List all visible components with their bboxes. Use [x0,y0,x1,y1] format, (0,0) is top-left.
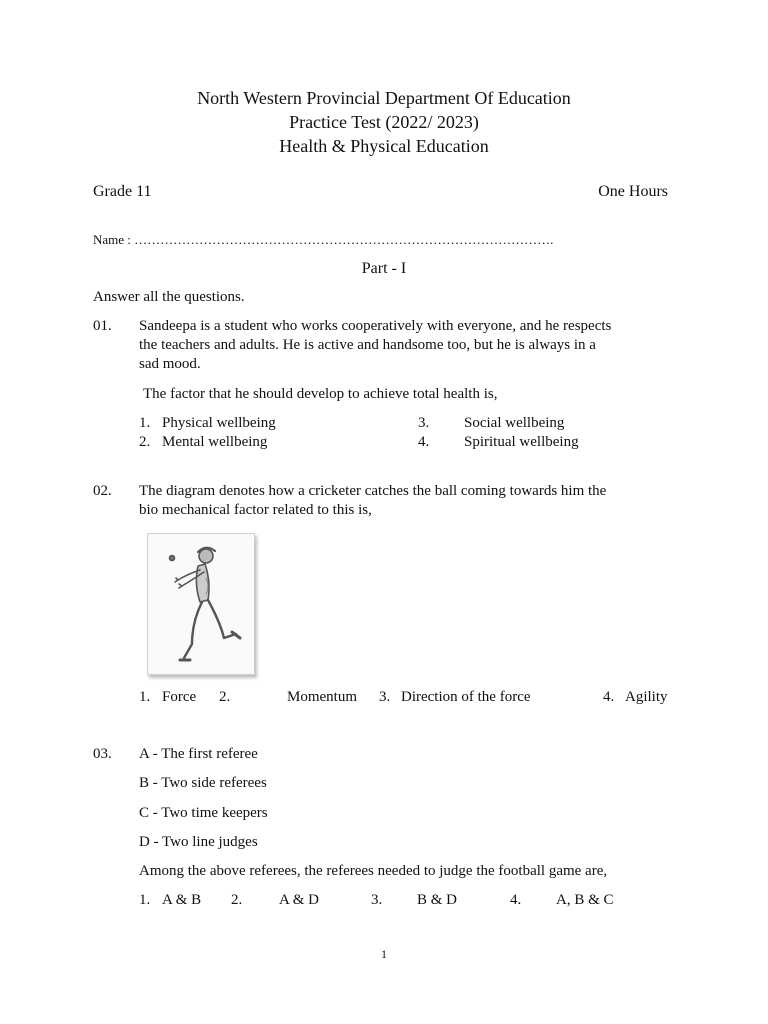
question-text-line: sad mood. [139,356,201,372]
option-number: 2. [219,689,231,705]
option-mental-wellbeing: Mental wellbeing [162,434,268,450]
option-spiritual-wellbeing: Spiritual wellbeing [464,434,579,450]
option-momentum: Momentum [287,689,357,705]
cricketer-catching-illustration [147,533,255,675]
part-title: Part - I [361,260,407,277]
option-a-b-and-c: A, B & C [556,892,614,908]
option-number: 4. [510,892,522,908]
option-number: 3. [371,892,383,908]
option-physical-wellbeing: Physical wellbeing [162,415,276,431]
question-number: 03. [93,746,112,762]
option-number: 4. [603,689,615,705]
option-social-wellbeing: Social wellbeing [464,415,565,431]
instruction: Answer all the questions. [93,289,245,305]
option-number: 2. [231,892,243,908]
option-number: 3. [379,689,391,705]
option-number: 1. [139,415,151,431]
referee-item-a: A - The first referee [139,746,258,762]
referee-item-b: B - Two side referees [139,775,267,791]
question-number: 01. [93,318,112,334]
referee-item-d: D - Two line judges [139,834,258,850]
option-b-and-d: B & D [417,892,458,908]
option-number: 1. [139,689,151,705]
option-force: Force [162,689,197,705]
page-number: 1 [381,947,387,961]
option-a-and-d: A & D [279,892,320,908]
header-test-title: Practice Test (2022/ 2023) [289,112,479,132]
question-text-line: bio mechanical factor related to this is, [139,502,372,518]
question-text-line: Sandeepa is a student who works cooperatively with everyone, and he respects [139,318,612,334]
question-number: 02. [93,483,112,499]
grade-label: Grade 11 [93,183,152,200]
referee-item-c: C - Two time keepers [139,805,268,821]
question-text-line: The diagram denotes how a cricketer catches the ball coming towards him the [139,483,607,499]
duration-label: One Hours [598,183,668,200]
option-number: 1. [139,892,151,908]
option-number: 4. [418,434,430,450]
option-number: 2. [139,434,151,450]
option-a-and-b: A & B [162,892,202,908]
question-prompt: The factor that he should develop to achieve total health is, [143,386,498,402]
option-agility: Agility [625,689,668,705]
option-direction-of-force: Direction of the force [401,689,531,705]
question-prompt: Among the above referees, the referees needed to judge the football game are, [139,863,608,879]
option-number: 3. [418,415,430,431]
question-text-line: the teachers and adults. He is active and handsome too, but he is always in a [139,337,596,353]
header-institution: North Western Provincial Department Of Education [197,88,571,108]
header-subject: Health & Physical Education [279,136,489,156]
name-field: Name : ……………………………………………………………………………………. [93,232,554,247]
